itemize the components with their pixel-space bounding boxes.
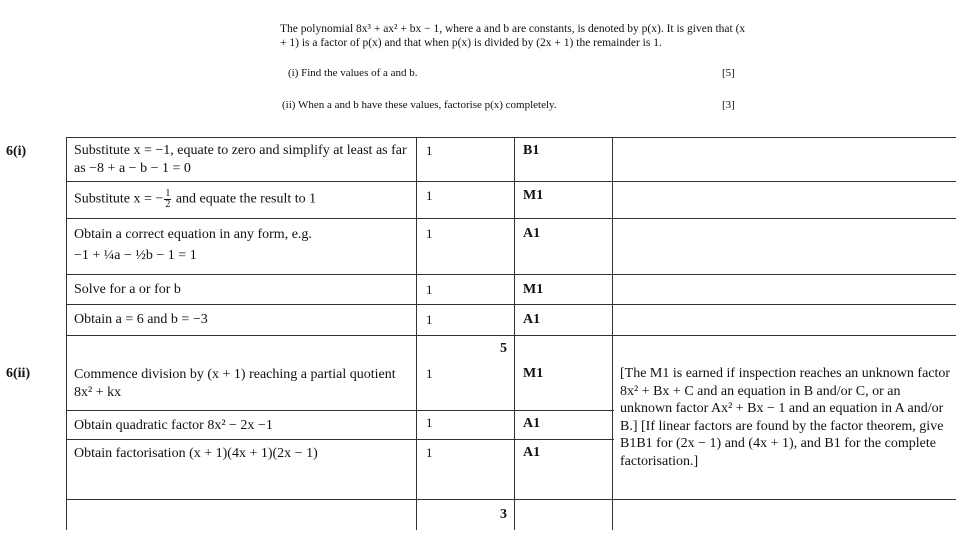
part-label-i: 6(i): [6, 144, 27, 159]
row-i-2-code: M1: [523, 188, 544, 203]
total-i: 5: [500, 341, 507, 356]
row-i-1-code: B1: [523, 143, 540, 158]
part-label-ii: 6(ii): [6, 366, 31, 381]
guidance-ii: [The M1 is earned if inspection reaches an unknown factor 8x² + Bx + C and an equation in B and/or C, or an unknown factor Ax² + Bx − 1 and an equation in A and/or B.] [If linear factors are found by the factor theorem, give B1B1 for (2x − 1) and (4x + 1), and B1 for the complete factorisation.]: [620, 366, 951, 469]
row-i-4-text: Solve for a or for b: [74, 282, 181, 297]
row-i-3-text: Obtain a correct equation in any form, e.g. −1 + ¼a − ½b − 1 = 1: [74, 226, 410, 265]
row-ii-1-code: M1: [523, 366, 544, 381]
row-i-1-text: Substitute x = −1, equate to zero and simplify at least as far as −8 + a − b − 1 = 0: [74, 143, 407, 176]
row-i-2-text: Substitute x = − $\frac{1}{2}$ and equate the result to 1: [74, 188, 317, 210]
row-ii-2-mark: 1: [426, 415, 433, 430]
row-ii-2-code: A1: [523, 416, 541, 431]
row-i-3-equation: −1 + ¼a − ½b − 1 = 1: [74, 248, 197, 263]
row-ii-3-text: Obtain factorisation (x + 1)(4x + 1)(2x − 1): [74, 446, 318, 461]
fraction-half: $\frac{1}{2}$: [165, 188, 171, 210]
row-i-5-mark: 1: [426, 312, 433, 327]
row-i-5-code: A1: [523, 312, 541, 327]
row-i-1-mark: 1: [426, 143, 433, 158]
question-intro: The polynomial 8x³ + ax² + bx − 1, where a and b are constants, is denoted by p(x). It is given that (x + 1) is a factor of p(x) and that when p(x) is divided by (2x + 1) the remainder is 1.: [280, 23, 746, 49]
row-ii-3-code: A1: [523, 445, 541, 460]
row-i-3-mark: 1: [426, 226, 433, 241]
total-ii: 3: [500, 507, 507, 522]
row-i-4-mark: 1: [426, 282, 433, 297]
question-part-ii-marks: [3]: [722, 99, 735, 111]
question-part-ii: (ii) When a and b have these values, factorise p(x) completely.: [282, 99, 557, 111]
row-ii-3-mark: 1: [426, 445, 433, 460]
question-part-i-marks: [5]: [722, 67, 735, 79]
row-i-3-code: A1: [523, 226, 541, 241]
row-ii-1-mark: 1: [426, 366, 433, 381]
row-i-4-code: M1: [523, 282, 544, 297]
question-part-i: (i) Find the values of a and b.: [288, 67, 418, 79]
row-ii-1-text: Commence division by (x + 1) reaching a partial quotient 8x² + kx: [74, 367, 396, 400]
row-i-5-text: Obtain a = 6 and b = −3: [74, 312, 208, 327]
row-i-2-mark: 1: [426, 188, 433, 203]
row-ii-2-text: Obtain quadratic factor 8x² − 2x −1: [74, 418, 273, 433]
